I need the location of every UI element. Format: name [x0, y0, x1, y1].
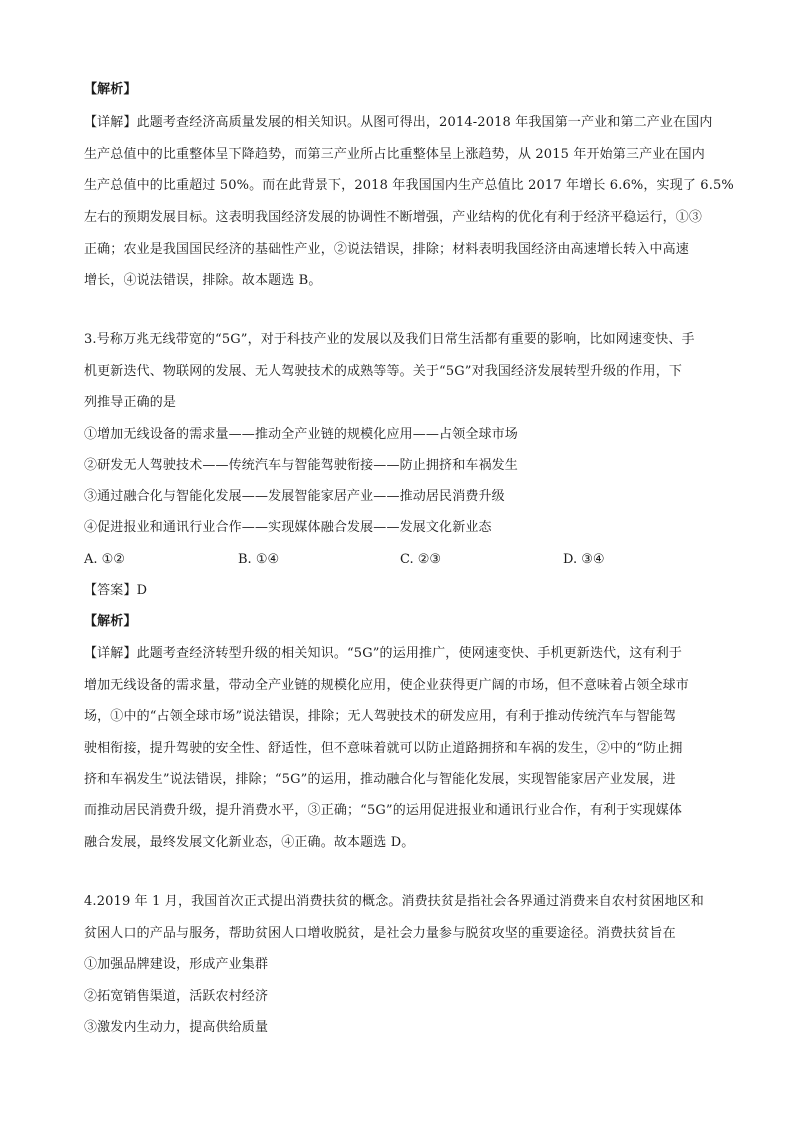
- q3-answer: 【答案】D: [84, 583, 148, 598]
- q3-stem-line: 机更新迭代、物联网的发展、无人驾驶技术的成熟等等。关于“5G”对我国经济发展转型升级的作用，下: [84, 364, 682, 379]
- q2-detail-line: 生产总值中的比重超过 50%。而在此背景下，2018 年我国国内生产总值比 2017 年增长 6.6%，实现了 6.5%: [84, 178, 734, 193]
- q3-detail-line: 挤和车祸发生”说法错误，排除；“5G”的运用，推动融合化与智能化发展，实现智能家居产业发展，进: [84, 772, 676, 787]
- q3-item: ③通过融合化与智能化发展——发展智能家居产业——推动居民消费升级: [84, 489, 505, 504]
- q3-option-c: C. ②③: [400, 552, 442, 567]
- q3-detail-line: 融合发展，最终发展文化新业态，④正确。故本题选 D。: [84, 835, 415, 850]
- q3-item: ①增加无线设备的需求量——推动全产业链的规模化应用——占领全球市场: [84, 427, 518, 442]
- q3-detail-line: 而推动居民消费升级，提升消费水平，③正确；“5G”的运用促进报业和通讯行业合作，有利于实现媒体: [84, 803, 682, 818]
- q2-detail-line: 生产总值中的比重整体呈下降趋势，而第三产业所占比重整体呈上涨趋势，从 2015 年开始第三产业在国内: [84, 147, 705, 162]
- q2-detail-line: 增长，④说法错误，排除。故本题选 B。: [84, 273, 322, 288]
- q3-detail-line: 场，①中的“占领全球市场”说法错误，排除；无人驾驶技术的研发应用，有利于推动传统汽车与智能驾: [84, 709, 677, 724]
- q4-item: ②拓宽销售渠道，活跃农村经济: [84, 989, 269, 1004]
- q3-option-b: B. ①④: [238, 552, 280, 567]
- q4-stem-line: 4.2019 年 1 月，我国首次正式提出消费扶贫的概念。消费扶贫是指社会各界通过消费来自农村贫困地区和: [84, 894, 704, 909]
- q3-detail-line: 增加无线设备的需求量，带动全产业链的规模化应用，使企业获得更广阔的市场，但不意味着占领全球市: [84, 678, 689, 693]
- q2-detail-line: 左右的预期发展目标。这表明我国经济发展的协调性不断增强，产业结构的优化有利于经济平稳运行，①③: [84, 210, 703, 225]
- q3-stem-line: 3.号称万兆无线带宽的“5G”，对于科技产业的发展以及我们日常生活都有重要的影响，比如网速变快、手: [84, 332, 695, 347]
- q3-item: ②研发无人驾驶技术——传统汽车与智能驾驶衔接——防止拥挤和车祸发生: [84, 458, 518, 473]
- q2-detail-line: 【详解】此题考查经济高质量发展的相关知识。从图可得出，2014-2018 年我国第一产业和第二产业在国内: [84, 115, 713, 130]
- q3-item: ④促进报业和通讯行业合作——实现媒体融合发展——发展文化新业态: [84, 520, 492, 535]
- q3-option-a: A. ①②: [84, 552, 125, 567]
- q3-analysis-label: 【解析】: [84, 614, 137, 629]
- q3-stem-line: 列推导正确的是: [84, 395, 177, 410]
- q2-analysis-label: 【解析】: [84, 82, 137, 97]
- q4-stem-line: 贫困人口的产品与服务，帮助贫困人口增收脱贫，是社会力量参与脱贫攻坚的重要途径。消费扶贫旨在: [84, 926, 676, 941]
- q4-item: ③激发内生动力，提高供给质量: [84, 1020, 269, 1035]
- q3-option-d: D. ③④: [563, 552, 605, 567]
- q3-detail-line: 【详解】此题考查经济转型升级的相关知识。“5G”的运用推广，使网速变快、手机更新迭代，这有利于: [84, 646, 682, 661]
- q4-item: ①加强品牌建设，形成产业集群: [84, 957, 269, 972]
- q2-detail-line: 正确；农业是我国国民经济的基础性产业，②说法错误，排除；材料表明我国经济由高速增长转入中高速: [84, 242, 689, 257]
- q3-detail-line: 驶相衔接，提升驾驶的安全性、舒适性，但不意味着就可以防止道路拥挤和车祸的发生，②中的“防止拥: [84, 741, 683, 756]
